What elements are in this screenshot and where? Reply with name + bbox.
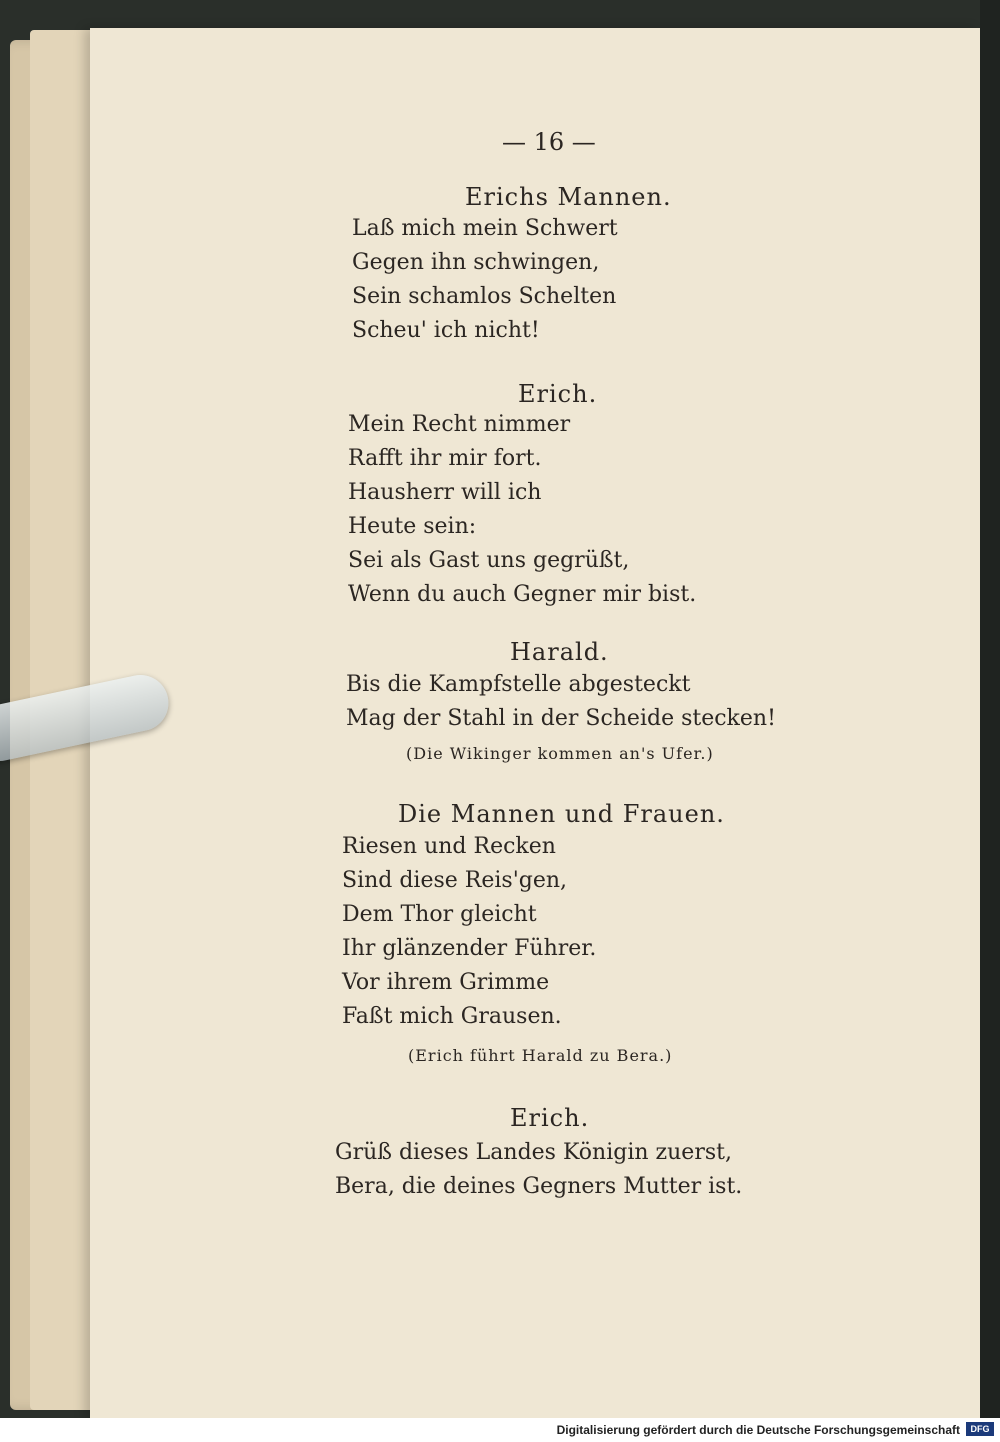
verse-line: Wenn du auch Gegner mir bist. [348, 582, 697, 607]
verse-line: Laß mich mein Schwert [352, 216, 618, 241]
verse-line: Hausherr will ich [348, 480, 542, 505]
verse-line: Faßt mich Grausen. [342, 1004, 562, 1029]
scanner-edge [980, 0, 1000, 1442]
speaker-heading: Erich. [518, 380, 598, 408]
stage-direction: (Die Wikinger kommen an's Ufer.) [406, 744, 714, 763]
book-page [90, 28, 980, 1420]
verse-line: Sein schamlos Schelten [352, 284, 617, 309]
verse-line: Grüß dieses Landes Königin zuerst, [335, 1140, 732, 1165]
footer-bar [0, 1418, 1000, 1442]
verse-line: Heute sein: [348, 514, 477, 539]
dfg-logo: DFG [966, 1422, 994, 1436]
verse-line: Bera, die deines Gegners Mutter ist. [335, 1174, 743, 1199]
verse-line: Sei als Gast uns gegrüßt, [348, 548, 630, 573]
stage-direction: (Erich führt Harald zu Bera.) [408, 1046, 673, 1065]
verse-line: Dem Thor gleicht [342, 902, 537, 927]
speaker-heading: Erich. [510, 1104, 590, 1132]
verse-line: Vor ihrem Grimme [342, 970, 550, 995]
verse-line: Bis die Kampfstelle abgesteckt [346, 672, 691, 697]
verse-line: Rafft ihr mir fort. [348, 446, 542, 471]
verse-line: Mag der Stahl in der Scheide stecken! [346, 706, 776, 731]
verse-line: Mein Recht nimmer [348, 412, 571, 437]
page-number: — 16 — [502, 128, 596, 156]
speaker-heading: Die Mannen und Frauen. [398, 800, 725, 828]
verse-line: Gegen ihn schwingen, [352, 250, 600, 275]
speaker-heading: Harald. [510, 638, 609, 666]
speaker-heading: Erichs Mannen. [465, 183, 672, 211]
verse-line: Riesen und Recken [342, 834, 556, 859]
verse-line: Sind diese Reis'gen, [342, 868, 568, 893]
verse-line: Scheu' ich nicht! [352, 318, 540, 343]
footer-credit: Digitalisierung gefördert durch die Deutsche Forschungsgemeinschaft [556, 1423, 960, 1437]
verse-line: Ihr glänzender Führer. [342, 936, 597, 961]
